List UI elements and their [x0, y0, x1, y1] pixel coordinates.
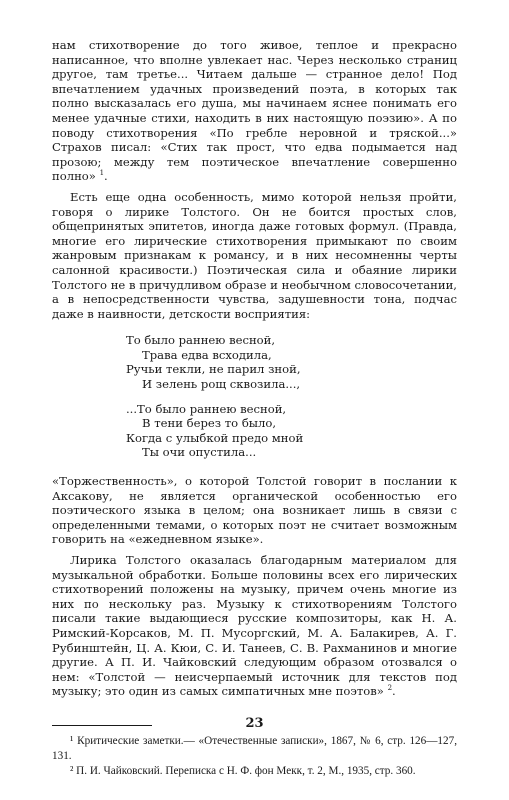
poem-line: И зелень рощ сквозила..., [142, 377, 301, 392]
page-number: 23 [245, 716, 264, 731]
poem-quote [126, 333, 457, 460]
poem-line: То было раннею весной, [126, 333, 276, 348]
footnotes [52, 734, 457, 779]
poem-line: Ты очи опустила... [142, 445, 257, 460]
paragraph-4: Лирика Толстого оказалась благодарным материалом для музыкальной обработки. Больше половины всех его лирических стихотворений положены на музыку, причем очень многие из них по нескольку раз. Музыку к стихотворениям Толстого писали такие выдающиеся русские композиторы, как Н. А. Римский-Корсаков, М. П. Мусоргский, М. А. Балакирев, А. Г. Рубинштейн, Ц. А. Кюи, С. И. Танеев, С. В. Рахманинов и многие другие. А П. И. Чайковский следующим образом отозвался о нем: «Толстой — неисчерпаемый источник для текстов под музыку; это один из самых симпатичных мне поэтов» $^2$. [52, 553, 457, 699]
paragraph-1-text: нам стихотворение до того живое, теплое и прекрасно написанное, что вполне увлекает нас. Через несколько страниц другое, там третье... Читаем дальше — странное дело! Под впечатлением удачных произведений поэта, в которых так полно высказалась его душа, мы начинаем яснее понимать его менее удачные стихи, находить в них настоящую поэзию». А по поводу стихотворения «По гребле неровной и тряской...» Страхов писал: «Стих так прост, что едва подымается над прозою; между тем поэтическое впечатление совершенно полно» [52, 38, 457, 184]
footnote-ref-1: 1 [99, 169, 105, 178]
footnote-ref-2: 2 [387, 684, 393, 693]
poem-line: ...То было раннею весной, [126, 401, 287, 416]
paragraph-1: нам стихотворение до того живое, теплое и прекрасно написанное, что вполне увлекает нас. Через несколько страниц другое, там третье... Читаем дальше — странное дело! Под впечатлением удачных произведений поэта, в которых так полно высказалась его душа, мы начинаем яснее понимать его менее удачные стихи, находить в них настоящую поэзию». А по поводу стихотворения «По гребле неровной и тряской...» Страхов писал: «Стих так прост, что едва подымается над прозою; между тем поэтическое впечатление совершенно полно» $^1$. [52, 38, 457, 184]
page-body [52, 38, 457, 779]
poem-line: Ручьи текли, не парил зной, [126, 362, 301, 377]
paragraph-4-text: Лирика Толстого оказалась благодарным материалом для музыкальной обработки. Больше половины всех его лирических стихотворений положены на музыку, причем очень многие из них по нескольку раз. Музыку к стихотворениям Толстого писали такие выдающиеся русские композиторы, как Н. А. Римский-Корсаков, М. П. Мусоргский, М. А. Балакирев, А. Г. Рубинштейн, Ц. А. Кюи, С. И. Танеев, С. В. Рахманинов и многие другие. А П. И. Чайковский следующим образом отозвался о нем: «Толстой — неисчерпаемый источник для текстов под музыку; это один из самых симпатичных мне поэтов» [52, 553, 457, 699]
paragraph-2: Есть еще одна особенность, мимо которой нельзя пройти, говоря о лирике Толстого. Он не боится простых слов, общепринятых эпитетов, иногда даже готовых формул. (Правда, многие его лирические стихотворения примыкают по своим жанровым признакам к романсу, и в них несомненны черты салонной красивости.) Поэтическая сила и обаяние лирики Толстого не в причудливом образе и необычном словосочетании, а в непосредственности чувства, задушевности тона, подчас даже в наивности, детскости восприятия: [52, 189, 457, 321]
poem-line: Трава едва всходила, [142, 347, 272, 362]
poem-line: Когда с улыбкой предо мной [126, 430, 304, 445]
poem-line: В тени берез то было, [142, 416, 277, 431]
footnote-2: ² П. И. Чайковский. Переписка с Н. Ф. фон Мекк, т. 2, М., 1935, стр. 360. [70, 764, 416, 777]
paragraph-3: «Торжественность», о которой Толстой говорит в послании к Аксакову, не является органической особенностью его поэтического языка в целом; она возникает лишь в связи с определенными темами, о которых поэт не считает возможным говорить на «ежедневном языке». [52, 474, 457, 547]
footnote-1: ¹ Критические заметки.— «Отечественные записки», 1867, № 6, стр. 126—127, 131. [52, 734, 457, 762]
